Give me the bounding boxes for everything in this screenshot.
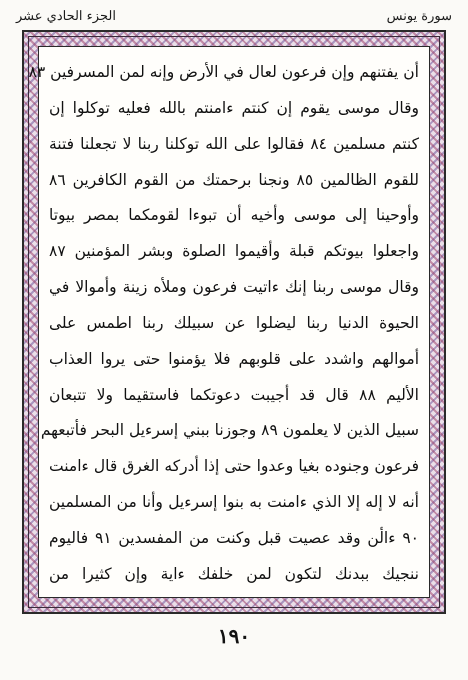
- verse-line: وقال موسى يقوم إن كنتم ءامنتم بالله فعليه توكلوا إن: [49, 98, 419, 117]
- verse-line: للقوم الظالمين ٨٥ ونجنا برحمتك من القوم الكافرين ٨٦: [49, 170, 419, 189]
- verse-line: وقال موسى ربنا إنك ءاتيت فرعون وملأه زينة وأموالا في: [49, 278, 419, 297]
- verse-line: أن يفتنهم وإن فرعون لعال في الأرض وإنه لمن المسرفين ٨٣: [28, 63, 419, 81]
- page-header: [16, 6, 452, 26]
- page-number: ١٩٠: [217, 624, 251, 648]
- verse-line: الحيوة الدنيا ربنا ليضلوا عن سبيلك ربنا اطمس على: [49, 313, 419, 332]
- verse-line: سبيل الذين لا يعلمون ٨٩ وجوزنا ببني إسرءيل البحر فأتبعهم: [40, 421, 419, 440]
- juz-title: الجزء الحادي عشر: [16, 8, 116, 24]
- verse-line: ٩٠ ءالٔن وقد عصيت قبل وكنت من المفسدين ٩١ فاليوم: [49, 528, 419, 547]
- quran-text-area: [28, 46, 430, 598]
- surah-title: سورة يونس: [386, 8, 452, 24]
- verse-line: الأليم ٨٨ قال قد أجيبت دعوتكما فاستقيما ولا تتبعان: [49, 385, 419, 404]
- verse-line: ننجيك ببدنك لتكون لمن خلفك ءاية وإن كثيرا من: [49, 564, 419, 583]
- verse-line: وأوحينا إلى موسى وأخيه أن تبوءا لقومكما بمصر بيوتا: [49, 206, 419, 225]
- verse-line: فرعون وجنوده بغيا وعدوا حتى إذا أدركه الغرق قال ءامنت: [49, 457, 419, 476]
- verse-line: كنتم مسلمين ٨٤ فقالوا على الله توكلنا ربنا لا تجعلنا فتنة: [49, 134, 419, 153]
- verse-line: واجعلوا بيوتكم قبلة وأقيموا الصلوة وبشر المؤمنين ٨٧: [49, 242, 419, 261]
- verse-line: أموالهم واشدد على قلوبهم فلا يؤمنوا حتى يروا العذاب: [49, 349, 419, 368]
- verse-line: أنه لا إله إلا الذي ءامنت به بنوا إسرءيل وأنا من المسلمين: [49, 493, 419, 512]
- ornamental-frame: [22, 30, 446, 614]
